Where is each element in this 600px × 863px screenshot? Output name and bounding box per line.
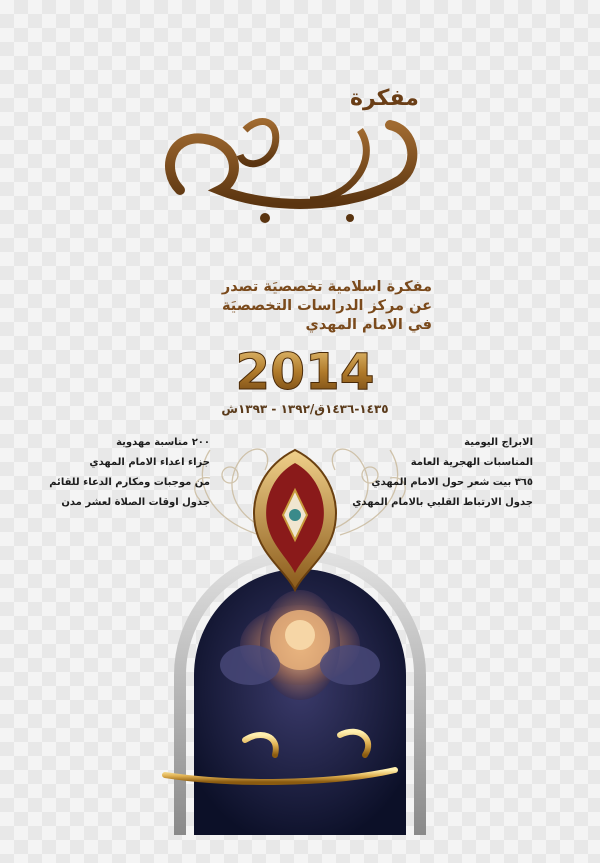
logo-calligraphy bbox=[150, 70, 440, 240]
list-item: جدول الارتباط القلبي بالامام المهدي bbox=[352, 497, 533, 508]
list-item: المناسبات الهجرية العامة bbox=[410, 457, 533, 468]
intro-line: مفكرة اسلامية تخصصيَة تصدر bbox=[221, 279, 432, 295]
logo-small-text: مفكرة bbox=[350, 86, 419, 111]
hijri-date: ١٤٣٥-١٤٣٦ق/١٣٩٢ - ١٣٩٣ش bbox=[221, 402, 389, 416]
list-item: جدول اوقات الصلاة لعشر مدن bbox=[61, 497, 210, 508]
list-item: ٣٦٥ بيت شعر حول الامام المهدي bbox=[371, 477, 533, 488]
ornament-emblem bbox=[245, 445, 345, 595]
right-feature-list bbox=[352, 433, 533, 513]
intro-line: عن مركز الدراسات التخصصيَة bbox=[221, 298, 432, 314]
left-feature-list bbox=[49, 433, 210, 513]
year-badge bbox=[220, 345, 390, 397]
golden-calligraphy bbox=[150, 680, 410, 790]
list-item: من موجبات ومكارم الدعاء للقائم bbox=[49, 477, 210, 488]
intro-line: في الامام المهدي bbox=[305, 317, 432, 333]
logo bbox=[150, 70, 440, 240]
year-text: 2014 bbox=[235, 345, 375, 397]
list-item: الابراج اليومية bbox=[464, 437, 533, 448]
list-item: ٢٠٠ مناسبة مهدوية bbox=[116, 437, 210, 448]
intro-text bbox=[132, 278, 432, 335]
list-item: جزاء اعداء الامام المهدي bbox=[89, 457, 210, 468]
